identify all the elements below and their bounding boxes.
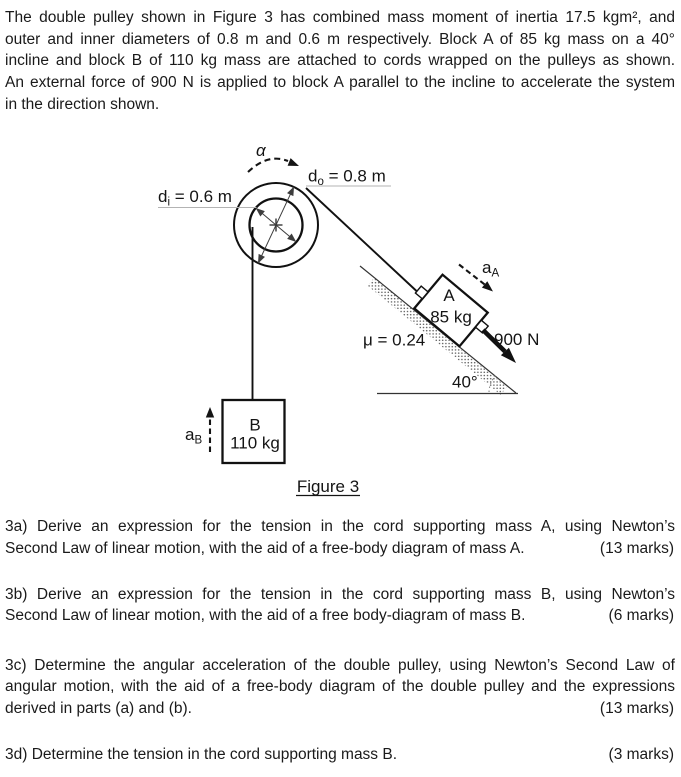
- friction-label: μ = 0.24: [363, 330, 426, 350]
- question-3a: [5, 516, 675, 559]
- question-line: Second Law of linear motion, with the aid of a free-body diagram of mass A.: [5, 539, 525, 557]
- accel-a-label: $a_A$: [482, 258, 500, 280]
- block-a-label: A: [443, 286, 455, 305]
- question-3c: [5, 655, 675, 720]
- d-outer-label: $d_o = 0.8$ m: [308, 166, 386, 188]
- question-line: 3b) Derive an expression for the tension in the cord supporting mass B, using Newton’s: [5, 585, 675, 603]
- question-line: angular motion, with the aid of a free-body diagram of the double pulley and the expressions: [5, 678, 675, 696]
- question-line: 3a) Derive an expression for the tension in the cord supporting mass A, using Newton’s: [5, 518, 675, 535]
- question-line: Second Law of linear motion, with the aid of a free body-diagram of mass B.: [5, 607, 526, 625]
- block-b-mass: 110 kg: [230, 433, 280, 453]
- alpha-rotation-arrow: [248, 159, 288, 172]
- intro-line: An external force of 900 N is applied to block A parallel to the incline to accelerate the system: [5, 74, 675, 92]
- intro-line: outer and inner diameters of 0.8 m and 0.6 m respectively. Block A of 85 kg mass on a 40°: [5, 30, 675, 48]
- figure-caption: Figure 3: [296, 477, 360, 496]
- intro-line: The double pulley shown in Figure 3 has combined mass moment of inertia 17.5 kgm², and: [5, 9, 675, 26]
- question-3d: [5, 744, 675, 766]
- question-3b: [5, 584, 675, 627]
- accel-b-label: $a_B$: [185, 425, 203, 447]
- intro-line: incline and block B of 110 kg mass are attached to cords wrapped on the pulleys as shown.: [5, 52, 675, 70]
- angle-label: 40°: [452, 372, 478, 392]
- inner-diameter-arrow: [256, 208, 296, 241]
- marks-3d: (3 marks): [608, 746, 674, 763]
- marks-3c: (13 marks): [599, 699, 674, 717]
- alpha-arrowhead-icon: [288, 158, 299, 166]
- alpha-label: α: [256, 141, 266, 160]
- question-line: 3c) Determine the angular acceleration of the double pulley, using Newton’s Second Law of: [5, 656, 675, 674]
- intro-line: in the direction shown.: [5, 95, 160, 113]
- question-line: derived in parts (a) and (b).: [5, 699, 192, 717]
- cord-to-block-a: [306, 188, 417, 291]
- question-line: 3d) Determine the tension in the cord supporting mass B.: [5, 746, 398, 763]
- marks-3b: (6 marks): [608, 607, 674, 625]
- force-label: 900 N: [494, 330, 540, 349]
- block-b-label: B: [249, 415, 261, 435]
- accel-a-arrow: [459, 265, 485, 285]
- block-a-mass: 85 kg: [430, 307, 472, 327]
- accel-b-arrowhead-icon: [206, 407, 214, 418]
- d-inner-label: $d_i = 0.6$ m: [158, 187, 232, 209]
- marks-3a: (13 marks): [599, 539, 674, 557]
